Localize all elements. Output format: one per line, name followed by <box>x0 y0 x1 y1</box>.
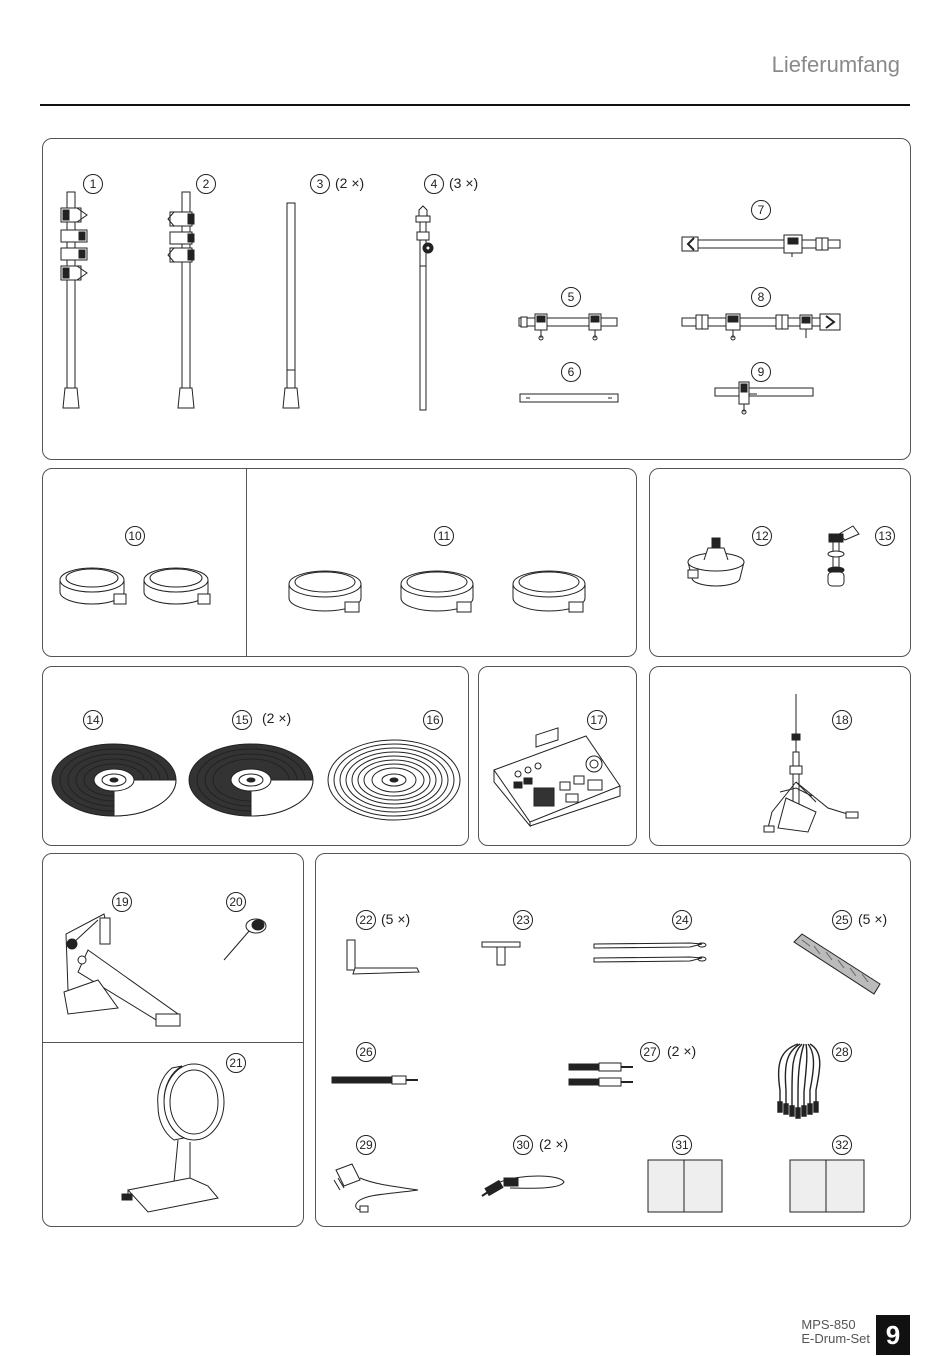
large-tom-pads-illustration <box>285 564 610 624</box>
page-number: 9 <box>876 1315 910 1355</box>
item-14-number: 14 <box>83 710 103 730</box>
item-4-quantity: (3 ×) <box>449 175 479 191</box>
item-5-number: 5 <box>561 287 581 307</box>
rack-leg-left-illustration <box>55 190 95 412</box>
footer-product-info <box>801 1318 870 1346</box>
item-15-number: 15 <box>232 710 252 730</box>
item-25-number: 25 <box>832 910 852 930</box>
hihat-controller-illustration <box>682 532 748 588</box>
beater-illustration <box>220 916 272 966</box>
drum-key-illustration <box>480 938 524 968</box>
item-18-number: 18 <box>832 710 852 730</box>
item-21-number: 21 <box>226 1053 246 1073</box>
power-adapter-illustration <box>330 1160 424 1216</box>
drumsticks-illustration <box>590 940 710 966</box>
small-tom-pads-illustration <box>56 558 221 614</box>
item-27-quantity: (2 ×) <box>667 1043 697 1059</box>
item-11-number: 11 <box>434 526 454 546</box>
item-6-number: 6 <box>561 362 581 382</box>
item-19-number: 19 <box>112 892 132 912</box>
item-23-number: 23 <box>513 910 533 930</box>
item-3-quantity: (2 ×) <box>335 175 365 191</box>
item-22-number: 22 <box>356 910 376 930</box>
item-30-quantity: (2 ×) <box>539 1136 569 1152</box>
item-32-number: 32 <box>832 1135 852 1155</box>
drum-module-illustration <box>490 730 625 826</box>
ride-cymbal-pad-illustration <box>326 738 462 828</box>
dual-cables-illustration <box>565 1060 637 1090</box>
bar-single-clamp-illustration <box>713 380 815 416</box>
kick-pad-illustration <box>118 1062 234 1218</box>
crash-cymbal-pads-illustration <box>187 740 317 820</box>
item-10-number: 10 <box>125 526 145 546</box>
item-15-quantity: (2 ×) <box>262 710 292 726</box>
item-7-number: 7 <box>751 200 771 220</box>
cable-tie-illustration <box>790 932 884 998</box>
item-9-number: 9 <box>751 362 771 382</box>
item-8-number: 8 <box>751 287 771 307</box>
item-28-number: 28 <box>832 1042 852 1062</box>
cymbal-arm-illustration <box>408 206 438 412</box>
item-29-number: 29 <box>356 1135 376 1155</box>
hihat-clutch-illustration <box>815 524 865 594</box>
kick-parts-divider <box>43 1042 303 1043</box>
item-17-number: 17 <box>587 710 607 730</box>
allen-key-illustration <box>343 938 423 978</box>
hihat-cymbal-pad-illustration <box>50 740 180 820</box>
rack-leg-right-illustration <box>166 190 206 412</box>
item-27-number: 27 <box>640 1042 660 1062</box>
item-30-number: 30 <box>513 1135 533 1155</box>
item-26-number: 26 <box>356 1042 376 1062</box>
cable-harness-illustration <box>770 1040 826 1124</box>
item-20-number: 20 <box>226 892 246 912</box>
item-24-number: 24 <box>672 910 692 930</box>
footer-model: MPS-850 <box>801 1317 856 1332</box>
item-16-number: 16 <box>423 710 443 730</box>
item-4-number: 4 <box>424 174 444 194</box>
quick-start-manual-illustration <box>646 1158 726 1214</box>
item-2-number: 2 <box>196 174 216 194</box>
item-31-number: 31 <box>672 1135 692 1155</box>
header-rule <box>40 104 910 106</box>
cross-bar-clamps-illustration <box>680 310 845 342</box>
plain-bar-illustration <box>518 392 620 404</box>
manual-illustration <box>788 1158 868 1214</box>
item-22-quantity: (5 ×) <box>381 911 411 927</box>
tom-pads-divider <box>246 469 247 656</box>
bass-drum-pedal-illustration <box>58 910 186 1034</box>
item-1-number: 1 <box>83 174 103 194</box>
item-3-number: 3 <box>310 174 330 194</box>
item-25-quantity: (5 ×) <box>858 911 888 927</box>
hihat-stand-illustration <box>758 692 862 838</box>
page-title: Lieferumfang <box>771 52 900 77</box>
footer-product: E-Drum-Set <box>801 1331 870 1346</box>
cross-bar-long-illustration <box>680 232 845 258</box>
cross-bar-short-illustration <box>517 312 621 342</box>
mono-cable-illustration <box>330 1072 422 1088</box>
item-12-number: 12 <box>752 526 772 546</box>
support-pole-illustration <box>278 200 304 412</box>
item-13-number: 13 <box>875 526 895 546</box>
audio-cable-illustration <box>480 1168 572 1204</box>
